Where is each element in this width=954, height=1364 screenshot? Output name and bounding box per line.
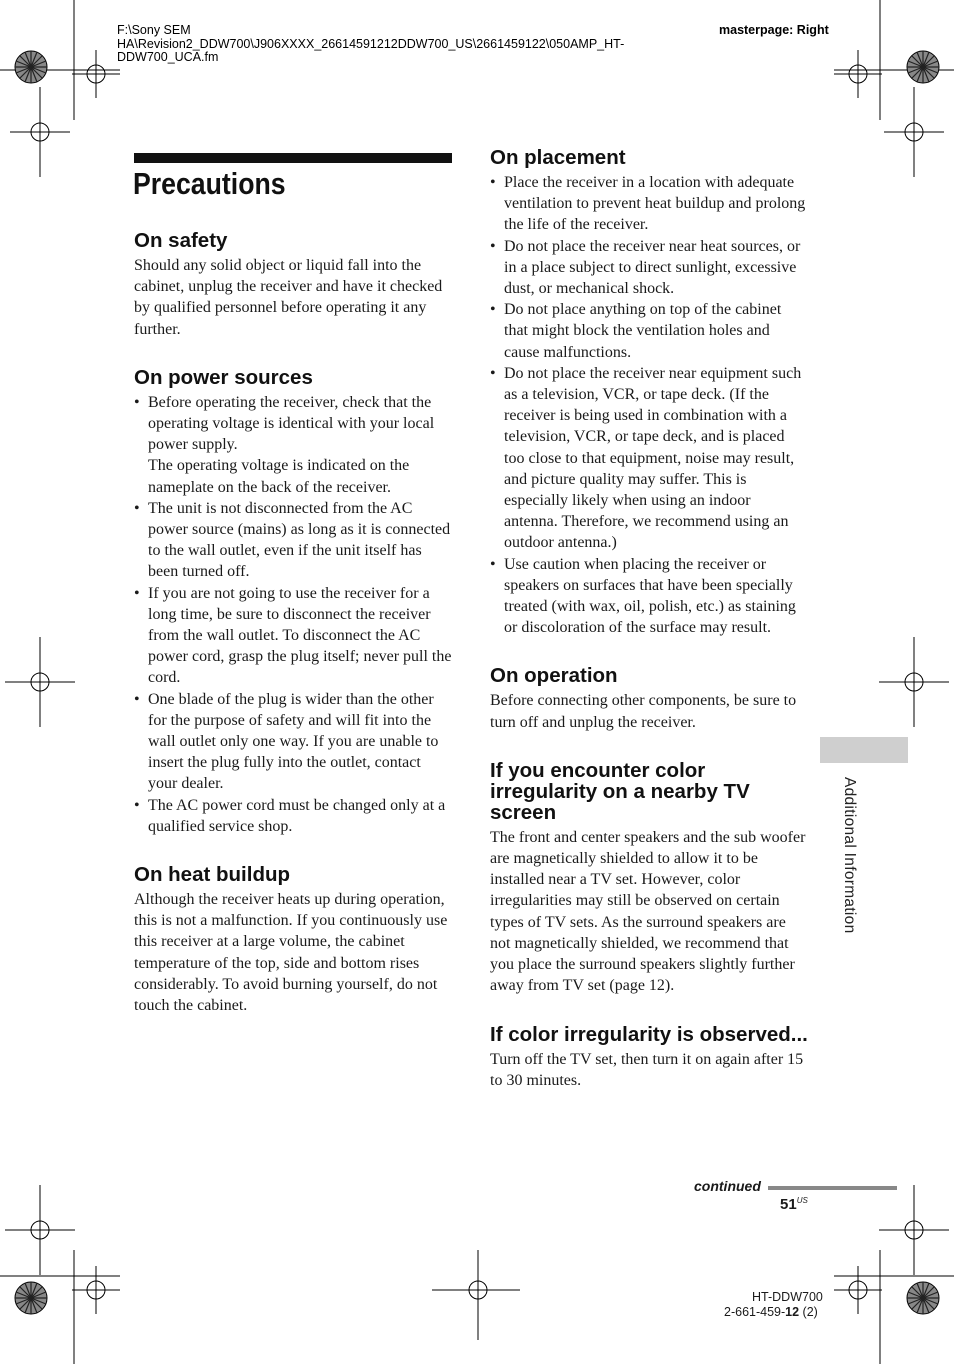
file-path-line3: DDW700_UCA.fm xyxy=(117,50,219,64)
list-item: • Do not place anything on top of the cabinet that might block the ventilation holes and cause malfunctions. xyxy=(490,299,808,363)
heading-power: On power sources xyxy=(134,365,313,389)
list-item: • Before operating the receiver, check that the operating voltage is identical with your local power supply. The operating voltage is indicated on the nameplate on the back of the receiver. xyxy=(134,392,452,498)
starburst-bottom-left xyxy=(15,1282,47,1314)
file-path-line1: F:\Sony SEM xyxy=(117,23,191,37)
text-heat: Although the receiver heats up during operation, this is not a malfunction. If you continuously use this receiver at a large volume, the cabinet temperature of the top, side and bottom rises considerably. To avoid burning yourself, do not touch the cabinet. xyxy=(134,891,448,1015)
title-rule xyxy=(134,153,452,163)
list-item: • The unit is not disconnected from the AC power source (mains) as long as it is connected to the wall outlet, even if the unit itself has been turned off. xyxy=(134,498,452,583)
crosshair-bottom-right xyxy=(834,1266,882,1314)
heading-color-irregularity: If you encounter color irregularity on a nearby TV screen xyxy=(490,758,750,824)
starburst-top-left xyxy=(15,51,47,83)
heading-safety: On safety xyxy=(134,229,228,252)
section-operation xyxy=(490,665,808,732)
page-number: $51^{US}$ xyxy=(780,1196,808,1213)
continued-rule xyxy=(768,1186,897,1190)
list-item: • Use caution when placing the receiver or speakers on surfaces that have been specially treated (with wax, oil, polish, etc.) as staining or discoloration of the surface may result. xyxy=(490,554,808,639)
crosshair-left-2 xyxy=(5,637,75,727)
list-power xyxy=(134,392,452,837)
heading-placement: On placement xyxy=(490,146,626,169)
crosshair-right-1 xyxy=(884,87,944,177)
list-item: • If you are not going to use the receiver for a long time, be sure to disconnect the receiver from the wall outlet. To disconnect the AC power cord, grasp the plug itself; never pull the cord. xyxy=(134,583,452,689)
list-placement xyxy=(490,172,808,638)
crosshair-right-2 xyxy=(879,637,949,727)
part-code: 2-661-459-12 (2) xyxy=(724,1305,818,1319)
side-tab-label: Additional Information xyxy=(841,777,858,934)
crosshair-left-1 xyxy=(10,87,70,177)
left-column xyxy=(134,230,452,1036)
section-power xyxy=(134,367,452,837)
text-observed: Turn off the TV set, then turn it on again after 15 to 30 minutes. xyxy=(490,1050,804,1089)
text-operation: Before connecting other components, be sure to turn off and unplug the receiver. xyxy=(490,692,797,731)
continued-label: continued xyxy=(694,1178,761,1194)
masterpage-label: masterpage: Right xyxy=(719,23,829,37)
list-item: • Place the receiver in a location with adequate ventilation to prevent heat buildup and prolong the life of the receiver. xyxy=(490,172,808,236)
crosshair-bottom-left xyxy=(72,1266,120,1314)
list-item: • One blade of the plug is wider than the other for the purpose of safety and will fit into the wall outlet only one way. If you are unable to insert the plug fully into the outlet, contact your dealer. xyxy=(134,689,452,795)
section-heat xyxy=(134,864,452,1016)
list-item: • The AC power cord must be changed only at a qualified service shop. xyxy=(134,795,452,837)
text-safety: Should any solid object or liquid fall into the cabinet, unplug the receiver and have it checked by qualified personnel before operating it any further. xyxy=(134,257,443,338)
model-number: HT-DDW700 xyxy=(752,1290,823,1304)
section-color-irregularity xyxy=(490,760,808,997)
section-tab-marker xyxy=(820,737,908,763)
crosshair-top-left xyxy=(72,50,120,98)
crosshair-left-3 xyxy=(5,1185,75,1275)
text-color-irregularity: The front and center speakers and the sub woofer are magnetically shielded to allow it to be installed near a TV set. However, color irregularities may still be observed on certain types of TV sets. As the surround speakers are not magnetically shielded, we recommend that you place the surround speakers slightly further away from TV set (page 12). xyxy=(490,828,806,995)
heading-heat: On heat buildup xyxy=(134,863,291,887)
crosshair-bottom-center xyxy=(454,1266,502,1314)
crosshair-right-3 xyxy=(879,1185,949,1275)
page-title: Precautions xyxy=(133,166,286,201)
heading-operation: On operation xyxy=(490,664,618,688)
heading-observed: If color irregularity is observed... xyxy=(490,1022,808,1046)
starburst-top-right xyxy=(907,51,939,83)
right-column xyxy=(490,147,808,1111)
list-item: • Do not place the receiver near equipment such as a television, VCR, or tape deck. (If the receiver is being used in combination with a television, VCR, or tape deck, and is placed too close to that equipment, noise may result, and picture quality may suffer. This is especially likely when using an indoor antenna. Therefore, we recommend using an outdoor antenna.) xyxy=(490,363,808,554)
section-safety xyxy=(134,230,452,340)
crosshair-top-right xyxy=(834,50,882,98)
list-item: • Do not place the receiver near heat sources, or in a place subject to direct sunlight, excessive dust, or mechanical shock. xyxy=(490,236,808,300)
starburst-bottom-right xyxy=(907,1282,939,1314)
section-placement xyxy=(490,147,808,638)
file-path-line2: HA\Revision2_DDW700\J906XXXX_26614591212DDW700_US\2661459122\050AMP_HT- xyxy=(117,36,625,51)
section-observed xyxy=(490,1024,808,1091)
